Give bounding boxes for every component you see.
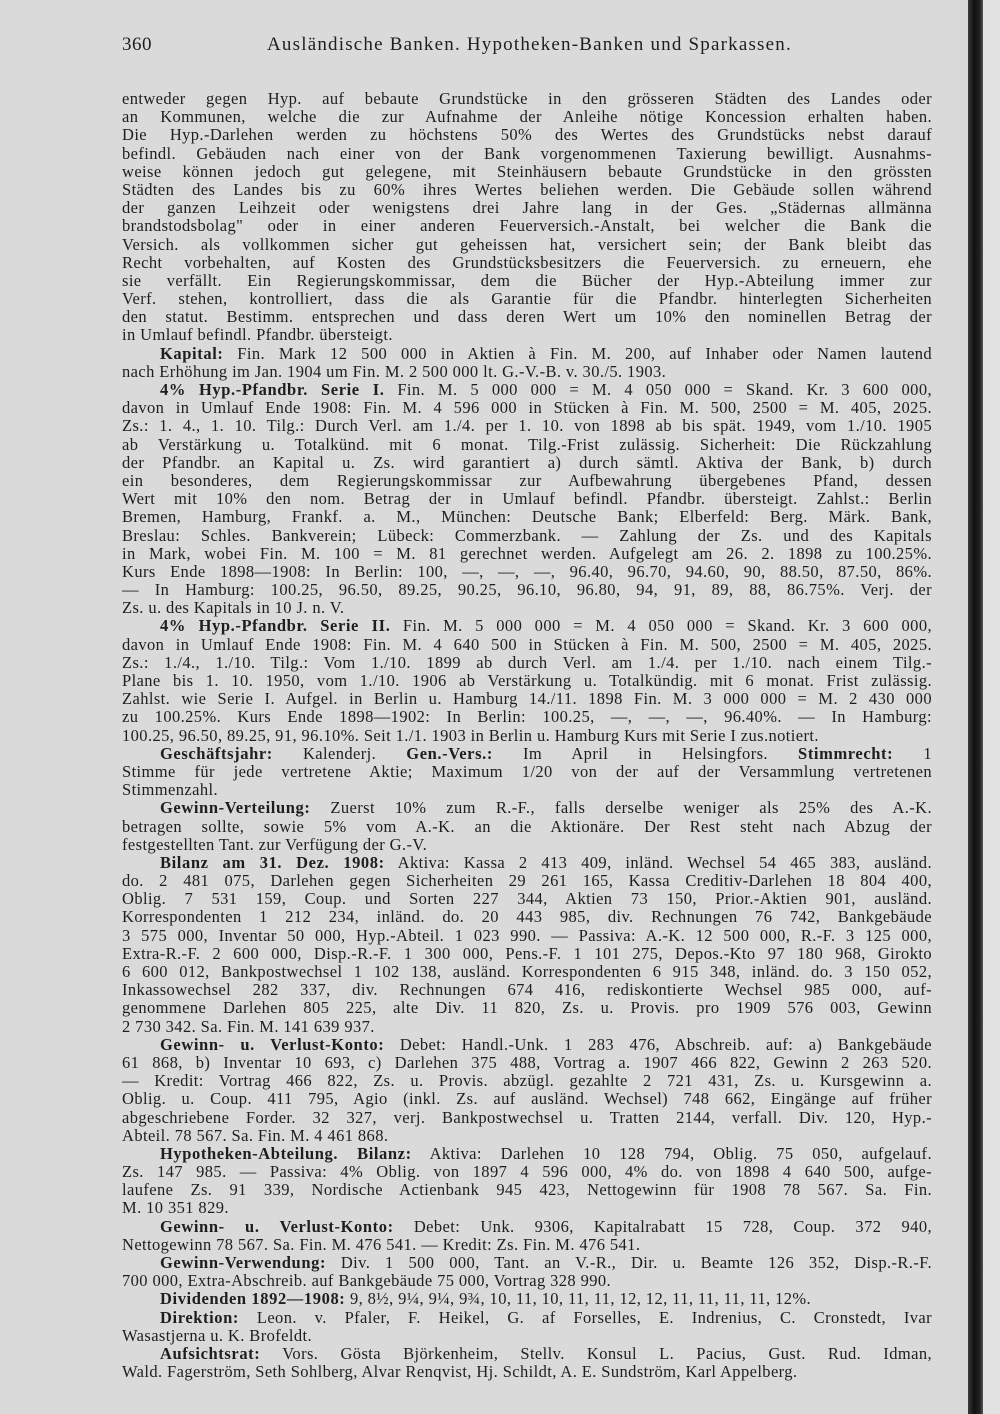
text-line xyxy=(122,836,932,854)
text-run: Debet: Unk. 9306, Kapitalrabatt 15 728, Coup. 372 940, xyxy=(393,1217,932,1236)
text-line xyxy=(122,981,932,999)
text-line xyxy=(122,999,932,1017)
text-run: ab Verstärkung u. Totalkünd. mit 6 monat. Tilg.-Frist zulässig. Sicherheit: Die Rückzahlung xyxy=(122,435,932,454)
text-line xyxy=(122,672,932,690)
text-run: brandstodsbolag" oder in einer anderen Feuerversich.-Anstalt, bei welcher die Bank die xyxy=(122,217,932,236)
text-run: 1 xyxy=(893,744,932,763)
text-line xyxy=(122,1199,932,1217)
text-line xyxy=(122,727,932,745)
text-run: 9, 8½, 9¼, 9¼, 9¾, 10, 11, 10, 11, 11, 12, 12, 11, 11, 11, 11, 12%. xyxy=(345,1290,812,1309)
text-line xyxy=(122,1218,932,1236)
text-run: Div. 1 500 000, Tant. an V.-R., Dir. u. Beamte 126 352, Disp.-R.-F. xyxy=(326,1254,932,1272)
section-label: Direktion: xyxy=(160,1308,240,1327)
section-label: Kapital: xyxy=(160,344,224,363)
text-run: ein besonderes, dem Regierungskommissar zur Aufbewahrung übergebenes Pfand, dessen xyxy=(122,471,932,490)
text-line xyxy=(122,1254,932,1272)
text-run: 700 000, Extra-Abschreib. auf Bankgebäude 75 000, Vortrag 328 990. xyxy=(122,1272,612,1291)
text-line xyxy=(122,381,932,399)
text-line xyxy=(122,399,932,417)
text-run: Extra-R.-F. 2 600 000, Disp.-R.-F. 1 300 000, Pens.-F. 1 101 275, Depos.-Kto 97 180 968, Girokto xyxy=(122,944,932,963)
text-line xyxy=(122,1272,932,1290)
page-header xyxy=(122,34,932,58)
text-line xyxy=(122,1127,932,1145)
text-line xyxy=(122,799,932,817)
text-run: den statut. Bestimm. entsprechen und dass deren Wert um 10% den nominellen Betrag der xyxy=(122,308,932,327)
text-line xyxy=(122,345,932,363)
text-line xyxy=(122,472,932,490)
paragraph xyxy=(122,1254,932,1290)
text-line xyxy=(122,236,932,254)
text-run: nach Erhöhung im Jan. 1904 um Fin. M. 2 500 000 lt. G.-V.-B. v. 30./5. 1903. xyxy=(122,362,667,381)
text-run: Stimme für jede vertretene Aktie; Maximum 1/20 von der auf der Versammlung vertretenen xyxy=(122,762,932,781)
text-run: abgeschriebene Forder. 32 327, verj. Bankpostwechsel u. Tratten 2144, verfall. Div. 120, Hyp.- xyxy=(122,1108,932,1127)
text-line xyxy=(122,599,932,617)
section-label: 4% Hyp.-Pfandbr. Serie II. xyxy=(160,617,391,636)
text-run: Oblig. u. Coup. 411 795, Agio (inkl. Zs. auf ausländ. Wechsel) 748 662, Eingänge auf früher xyxy=(122,1090,932,1109)
text-line xyxy=(122,181,932,199)
text-run: Breslau: Schles. Bankverein; Lübeck: Commerzbank. — Zahlung der Zs. und des Kapitals xyxy=(122,526,932,545)
text-line xyxy=(122,145,932,163)
text-run: Wert mit 10% den nom. Betrag der in Umlauf befindl. Pfandbr. übersteigt. Zahlst.: Berlin xyxy=(122,490,932,509)
text-line xyxy=(122,90,932,108)
text-run: Stimmenzahl. xyxy=(122,781,218,800)
text-run: weise können jedoch gut gelegene, mit Steinhäusern bebaute Grundstücke in den grössten xyxy=(122,162,932,181)
text-line xyxy=(122,199,932,217)
section-label: Bilanz am 31. Dez. 1908: xyxy=(160,853,385,872)
text-line xyxy=(122,545,932,563)
text-run: 2 730 342. Sa. Fin. M. 141 639 937. xyxy=(122,1017,375,1036)
text-run: do. 2 481 075, Darlehen gegen Sicherheiten 29 261 165, Kassa Creditiv-Darlehen 18 804 400, xyxy=(122,872,932,891)
text-run: 100.25, 96.50, 89.25, 91, 96.10%. Seit 1./1. 1903 in Berlin u. Hamburg Kurs mit Serie I zus.notiert. xyxy=(122,726,819,745)
text-line xyxy=(122,1145,932,1163)
text-line xyxy=(122,763,932,781)
text-run: betragen sollte, sowie 5% vom A.-K. an die Aktionäre. Der Rest steht nach Abzug der xyxy=(122,817,932,836)
text-line xyxy=(122,490,932,508)
text-line xyxy=(122,254,932,272)
text-run: Korrespondenten 1 212 234, inländ. do. 20 443 985, div. Rechnungen 76 742, Bankgebäude xyxy=(122,908,932,927)
section-label: Gewinn-Verwendung: xyxy=(160,1254,327,1272)
text-line xyxy=(122,508,932,526)
paragraph xyxy=(122,799,932,854)
text-run: in Umlauf befindl. Pfandbr. übersteigt. xyxy=(122,326,393,345)
text-line xyxy=(122,1327,932,1345)
text-run: Versich. als vollkommen sicher gut geheissen hat, versichert sein; der Bank bleibt das xyxy=(122,235,932,254)
text-run: laufene Zs. 91 339, Nordische Actienbank 945 423, Nettogewinn für 1908 78 567. Sa. Fin. xyxy=(122,1181,932,1200)
text-run: Plane bis 1. 10. 1950, vom 1./10. 1906 ab Verstärkung u. Totalkündig. mit 6 monat. Frist zulässig. xyxy=(122,672,932,690)
text-run: Abteil. 78 567. Sa. Fin. M. 4 461 868. xyxy=(122,1126,389,1145)
text-line xyxy=(122,363,932,381)
text-line xyxy=(122,708,932,726)
text-run: der Pfandbr. an Kapital u. Zs. wird garantiert a) durch sämtl. Aktiva der Bank, b) durch xyxy=(122,453,932,472)
section-label: Gen.-Vers.: xyxy=(406,744,493,763)
text-run: Fin. M. 5 000 000 = M. 4 050 000 = Skand. Kr. 3 600 000, xyxy=(384,381,932,399)
text-run: Städten des Landes bis zu 60% ihres Wertes beliehen werden. Die Gebäude sollen während xyxy=(122,180,932,199)
text-run: Verf. stehen, kontrolliert, dass die als Garantie für die Pfandbr. hinterlegten Sicherheiten xyxy=(122,290,932,309)
text-run: davon in Umlauf Ende 1908: Fin. M. 4 596 000 in Stücken à Fin. M. 500, 2500 = M. 405, 2025. xyxy=(122,399,932,418)
text-line xyxy=(122,1309,932,1327)
paragraph xyxy=(122,381,932,617)
scan-margin xyxy=(983,0,1000,1414)
text-run: davon in Umlauf Ende 1908: Fin. M. 4 640 500 in Stücken à Fin. M. 500, 2500 = M. 405, 2025. xyxy=(122,635,932,654)
paragraph xyxy=(122,1036,932,1145)
paragraph xyxy=(122,1345,932,1381)
text-run: Leon. v. Pfaler, F. Heikel, G. af Forselles, E. Indrenius, C. Cronstedt, Ivar xyxy=(239,1308,932,1327)
text-line xyxy=(122,908,932,926)
text-run: Aktiva: Kassa 2 413 409, inländ. Wechsel 54 465 383, ausländ. xyxy=(384,853,932,872)
section-label: Gewinn-Verteilung: xyxy=(160,799,311,818)
text-run: Fin. M. 5 000 000 = M. 4 050 000 = Skand. Kr. 3 600 000, xyxy=(390,617,932,636)
text-line xyxy=(122,1109,932,1127)
text-run: sie verfällt. Ein Regierungskommissar, dem die Bücher der Hyp.-Abteilung immer zur xyxy=(122,271,932,290)
paragraph xyxy=(122,1309,932,1345)
text-line xyxy=(122,654,932,672)
text-line xyxy=(122,1236,932,1254)
text-run: Oblig. 7 531 159, Coup. und Sorten 227 344, Aktien 73 150, Prior.-Aktien 901, ausländ. xyxy=(122,890,932,909)
text-line xyxy=(122,454,932,472)
text-line xyxy=(122,1163,932,1181)
scan-binding-edge xyxy=(968,0,983,1414)
paragraph xyxy=(122,617,932,744)
text-run: festgestellten Tant. zur Verfügung der G.-V. xyxy=(122,835,428,854)
section-label: Aufsichtsrat: xyxy=(160,1344,261,1363)
text-line xyxy=(122,690,932,708)
text-line xyxy=(122,272,932,290)
text-run: Zs. u. des Kapitals in 10 J. n. V. xyxy=(122,599,345,618)
text-line xyxy=(122,617,932,635)
text-line xyxy=(122,217,932,235)
text-line xyxy=(122,126,932,144)
section-label: Geschäftsjahr: xyxy=(160,744,273,763)
text-run: Kalenderj. xyxy=(272,744,407,763)
text-line xyxy=(122,1363,932,1381)
text-line xyxy=(122,1054,932,1072)
text-line xyxy=(122,436,932,454)
paragraph xyxy=(122,1145,932,1218)
text-line xyxy=(122,927,932,945)
paragraph xyxy=(122,345,932,381)
text-run: Fin. Mark 12 500 000 in Aktien à Fin. M. 200, auf Inhaber oder Namen lautend xyxy=(223,344,932,363)
page-number: 360 xyxy=(122,34,152,55)
text-line xyxy=(122,290,932,308)
text-line xyxy=(122,163,932,181)
text-run: an Kommunen, welche die zur Aufnahme der Anleihe nötige Koncession erhalten haben. xyxy=(122,108,932,127)
text-line xyxy=(122,890,932,908)
section-label: Dividenden 1892—1908: xyxy=(160,1290,346,1309)
text-line xyxy=(122,963,932,981)
text-run: Kurs Ende 1898—1908: In Berlin: 100, —, —, —, 96.40, 96.70, 94.60, 90, 88.50, 87.50, 86%. xyxy=(122,562,932,581)
text-run: Zs.: 1. 4., 1. 10. Tilg.: Durch Verl. am 1./4. per 1. 10. von 1898 ab bis spät. 1949, vom 1./10. 1905 xyxy=(122,417,932,436)
text-run: Debet: Handl.-Unk. 1 283 476, Abschreib. auf: a) Bankgebäude xyxy=(384,1035,932,1054)
text-line xyxy=(122,1345,932,1363)
text-line xyxy=(122,872,932,890)
text-run: — Kredit: Vortrag 466 822, Zs. u. Provis. abzügl. gezahlte 2 721 431, Zs. u. Kursgewinn a. xyxy=(122,1072,932,1091)
text-run: Inkassowechsel 282 337, div. Rechnungen 674 416, rediskontierte Wechsel 985 000, auf- xyxy=(122,981,932,1000)
text-run: Zahlst. wie Serie I. Aufgel. in Berlin u. Hamburg 14./11. 1898 Fin. M. 3 000 000 = M. 2 430 000 xyxy=(122,690,932,709)
section-label: Stimmrecht: xyxy=(798,744,894,763)
page-body xyxy=(122,90,932,1381)
paragraph xyxy=(122,1218,932,1254)
text-run: 6 600 012, Bankpostwechsel 1 102 138, ausländ. Korrespondenten 6 915 348, inländ. do. 3 150 052, xyxy=(122,963,932,981)
paragraph xyxy=(122,90,932,345)
text-line xyxy=(122,818,932,836)
text-run: Aktiva: Darlehen 10 128 794, Oblig. 75 050, aufgelauf. xyxy=(411,1144,932,1163)
running-title: Ausländische Banken. Hypotheken-Banken und Sparkassen. xyxy=(267,34,792,55)
text-run: Die Hyp.-Darlehen werden zu höchstens 50% des Wertes des Grundstücks nebst darauf xyxy=(122,126,932,145)
text-line xyxy=(122,745,932,763)
text-run: Zs.: 1./4., 1./10. Tilg.: Vom 1./10. 1899 ab durch Verl. am 1./4. per 1./10. nach einem Tilg.- xyxy=(122,653,932,672)
text-line xyxy=(122,1072,932,1090)
text-line xyxy=(122,527,932,545)
section-label: 4% Hyp.-Pfandbr. Serie I. xyxy=(160,381,385,399)
text-run: Recht vorbehalten, auf Kosten des Grundstücksbesitzers die Feuerversich. zu erneuern, ehe xyxy=(122,253,932,272)
section-label: Gewinn- u. Verlust-Konto: xyxy=(160,1035,385,1054)
text-run: Zs. 147 985. — Passiva: 4% Oblig. von 1897 4 596 000, 4% do. von 1898 4 640 500, aufge- xyxy=(122,1163,932,1182)
text-line xyxy=(122,1090,932,1108)
paragraph xyxy=(122,745,932,800)
section-label: Gewinn- u. Verlust-Konto: xyxy=(160,1217,394,1236)
text-line xyxy=(122,563,932,581)
text-line xyxy=(122,581,932,599)
text-line xyxy=(122,417,932,435)
text-run: Im April in Helsingfors. xyxy=(492,744,799,763)
text-run: entweder gegen Hyp. auf bebaute Grundstücke in den grösseren Städten des Landes oder xyxy=(122,90,932,108)
text-line xyxy=(122,326,932,344)
text-run: in Mark, wobei Fin. M. 100 = M. 81 gerechnet werden. Aufgelegt am 26. 2. 1898 zu 100.25%. xyxy=(122,544,932,563)
text-run: M. 10 351 829. xyxy=(122,1199,229,1218)
text-line xyxy=(122,1036,932,1054)
text-line xyxy=(122,1018,932,1036)
text-run: Zuerst 10% zum R.-F., falls derselbe weniger als 25% des A.-K. xyxy=(310,799,932,818)
text-run: 3 575 000, Inventar 50 000, Hyp.-Abteil. 1 023 990. — Passiva: A.-K. 12 500 000, R.-F. 3 125 000, xyxy=(122,926,932,945)
text-run: 61 868, b) Inventar 10 693, c) Darlehen 375 488, Vortrag a. 1907 466 822, Gewinn 2 263 520. xyxy=(122,1053,932,1072)
text-run: Wald. Fagerström, Seth Sohlberg, Alvar Renqvist, Hj. Schildt, A. E. Sundström, Karl Appelberg. xyxy=(122,1363,798,1382)
text-run: Wasastjerna u. K. Brofeldt. xyxy=(122,1326,313,1345)
text-run: genommene Darlehen 805 225, alte Div. 11 820, Zs. u. Provis. pro 1909 576 003, Gewinn xyxy=(122,999,932,1018)
text-run: Vors. Gösta Björkenheim, Stellv. Konsul L. Pacius, Gust. Rud. Idman, xyxy=(260,1344,932,1363)
section-label: Hypotheken-Abteilung. Bilanz: xyxy=(160,1144,412,1163)
paragraph xyxy=(122,1290,932,1308)
paragraph xyxy=(122,854,932,1036)
text-line xyxy=(122,854,932,872)
text-line xyxy=(122,1181,932,1199)
text-run: — In Hamburg: 100.25, 96.50, 89.25, 90.25, 96.10, 96.80, 94, 91, 89, 88, 86.75%. Verj. der xyxy=(122,581,932,600)
text-line xyxy=(122,108,932,126)
text-run: zu 100.25%. Kurs Ende 1898—1902: In Berlin: 100.25, —, —, —, 96.40%. — In Hamburg: xyxy=(122,708,932,727)
text-line xyxy=(122,945,932,963)
text-line xyxy=(122,308,932,326)
text-line xyxy=(122,781,932,799)
text-run: Nettogewinn 78 567. Sa. Fin. M. 476 541. — Kredit: Zs. Fin. M. 476 541. xyxy=(122,1235,641,1254)
text-run: Bremen, Hamburg, Frankf. a. M., München: Deutsche Bank; Elberfeld: Berg. Märk. Bank, xyxy=(122,508,932,527)
text-line xyxy=(122,636,932,654)
text-line xyxy=(122,1290,932,1308)
text-run: der ganzen Leihzeit oder wenigstens drei Jahre lang in der Ges. „Städernas allmänna xyxy=(122,199,932,218)
text-run: befindl. Gebäuden nach einer von der Bank vorgenommenen Taxierung bewilligt. Ausnahms- xyxy=(122,144,932,163)
